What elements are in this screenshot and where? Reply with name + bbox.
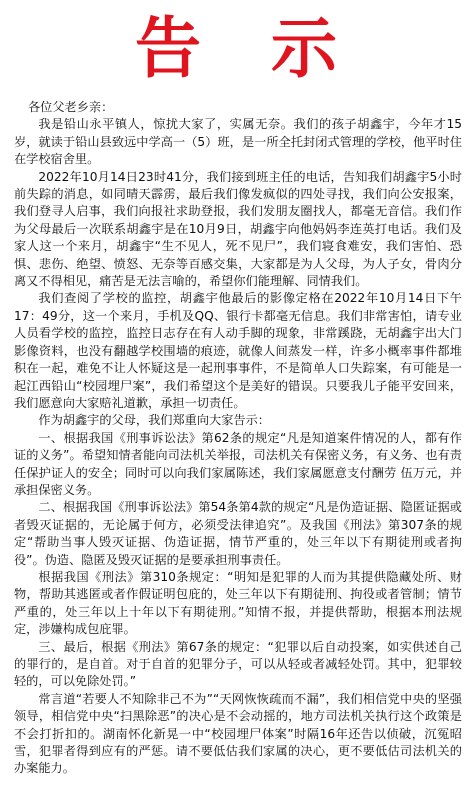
- paragraph-disappearance: 2022年10月14日23时41分，我们接到班主任的电话，告知我们胡鑫宇5小时前失踪的消息，如同晴天霹雳，最后我们像发疯似的四处寻找，我们向公安报案，我们登寻人启事，我们向报社求助登报，我们发朋友圈找人，都毫无音信。我们作为父母最后一次联系胡鑫宇是在10月9日，胡鑫宇向他妈妈李连英打电话。我们及家人这一个来月，胡鑫宇“生不见人，死不见尸”，我们寝食难安，我们害怕、恐惧、悲伤、绝望、愤怒、无奈等百感交集，大家都是为人父母，为人子女，骨肉分离又不得相见，痛苦是无法言喻的，希望你们能理解、同情我们。: [14, 169, 462, 289]
- paragraph-announcement: 作为胡鑫宇的父母，我们郑重向大家告示：: [38, 413, 270, 428]
- paragraph-closing: 常言道“若要人不知除非己不为”“天网恢恢疏而不漏”，我们相信党中央的坚强领导，相信党中央“扫黑除恶”的决心是不会动摇的，地方司法机关执行这个政策是不会打折扣的。湖南怀化新晃一中“校园埋尸体案”时隔16年还告以侦破，沉冤昭雪，犯罪者得到应有的严惩。请不要低估我们家属的决心，更不要低估司法机关的办案能力。: [14, 691, 462, 776]
- paragraph-intro: 我是铅山永平镇人，惊扰大家了，实属无奈。我们的孩子胡鑫宇，今年才15岁，就读于铅山县致远中学高一（5）班，是一所全托封闭式管理的学校，他平时住在学校宿舍里。: [14, 117, 462, 167]
- paragraph-surveillance: 我们查阅了学校的监控，胡鑫宇他最后的影像定格在2022年10月14日下午17：49分，这一个来月，手机及QQ、银行卡都毫无信息。我们非常害怕，请专业人员看学校的监控，监控日志存在有人动手脚的现象，非常蹊跷，无胡鑫宇出大门影像资料，也没有翻越学校围墙的痕迹，就像人间蒸发一样，许多小概率事件都堆积在一起，难免不让人怀疑这是一起刑事事件，不是简单人口失踪案，有可能是一起江西铅山“校园埋尸案”，我们希望这个是美好的错误。只要我儿子能平安回来，我们愿意向大家赔礼道歉，承担一切责任。: [14, 291, 462, 410]
- paragraph-article-310: 根据我国《刑法》第310条规定：“明知是犯罪的人而为其提供隐藏处所、财物，帮助其逃匿或者作假证明包庇的，处三年以下有期徒刑、拘役或者管制；情节严重的，处三年以上十年以下有期徒刑。”知情不报，并提供帮助，根据本刑法规定，涉嫌构成包庇罪。: [14, 569, 462, 637]
- notice-title: 告示: [135, 9, 407, 87]
- paragraph-article-62: 一、根据我国《刑事诉讼法》第62条的规定“凡是知道案件情况的人，都有作证的义务”。希望知情者能向司法机关举报，司法机关有保密义务，有义务、也有责任保护证人的安全；同时可以向我们家属陈述，我们家属愿意支付酬劳 伍万元，并承担保密义务。: [14, 430, 462, 497]
- paragraph-article-67: 三、最后，根据《刑法》第67条的规定：“犯罪以后自动投案，如实供述自己的罪行的，是自首。对于自首的犯罪分子，可以从轻或者减轻处罚。其中，犯罪较轻的，可以免除处罚。”: [14, 639, 462, 689]
- greeting: 各位父老乡亲：: [28, 100, 114, 114]
- paragraph-article-54-307: 二、根据我国《刑事诉讼法》第54条第4款的规定“凡是伪造证据、隐匿证据或者毁灭证据的，无论属于何方，必须受法律追究”。及我国《刑法》第307条的规定“帮助当事人毁灭证据、伪造证据，情节严重的，处三年以下有期徒刑或者拘役”。伪造、隐匿及毁灭证据的是要承担刑事责任。: [14, 500, 462, 567]
- notice-body: [14, 99, 462, 778]
